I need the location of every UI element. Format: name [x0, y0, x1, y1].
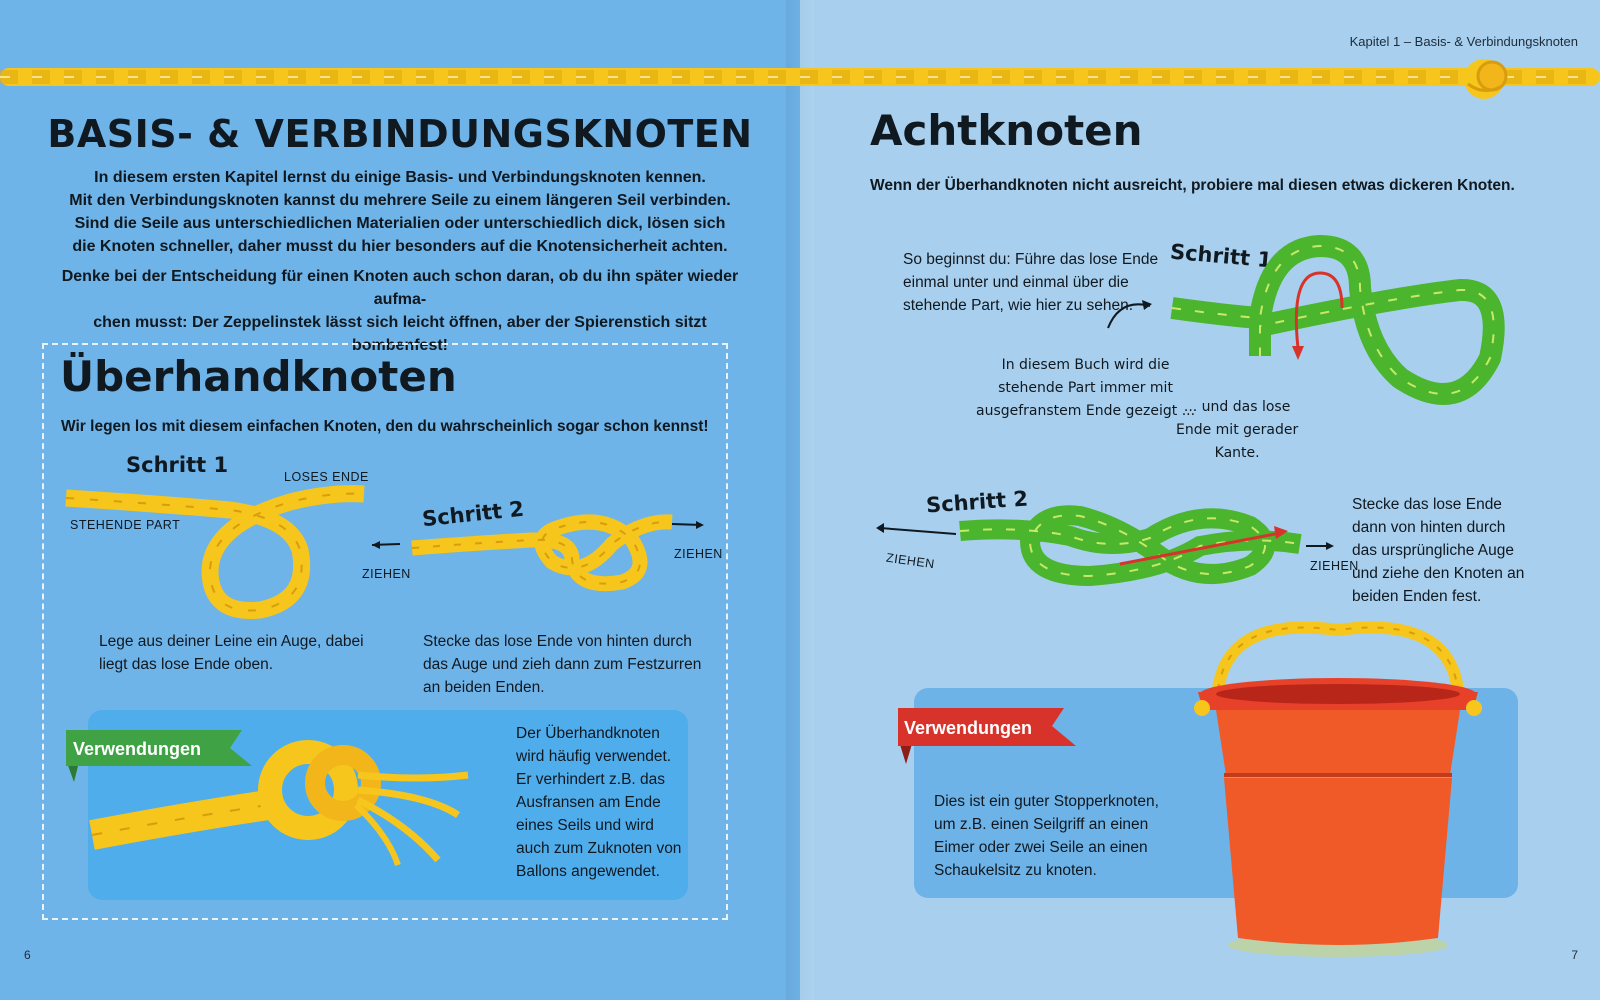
- rope-knot-decoration: [1456, 56, 1516, 102]
- text-line: liegt das lose Ende oben.: [99, 656, 274, 673]
- text-line: Er verhindert z.B. das: [516, 771, 666, 788]
- intro-line: In diesem ersten Kapitel lernst du einige Basis- und Verbindungsknoten kennen.: [94, 169, 706, 186]
- text-line: auch zum Zuknoten von: [516, 840, 682, 857]
- ziehen-label-right-1: ZIEHEN: [885, 550, 936, 572]
- text-line: stehende Part, wie hier zu sehen.: [903, 297, 1134, 314]
- page-number-right: 7: [1571, 948, 1578, 962]
- note-line: stehende Part immer mit: [998, 380, 1173, 396]
- note-line: In diesem Buch wird die: [1001, 357, 1170, 373]
- text-line: dann von hinten durch: [1352, 519, 1506, 536]
- step1-label-right: Schritt 1: [1169, 239, 1273, 273]
- text-line: Ballons angewendet.: [516, 863, 660, 880]
- text-line: Stecke das lose Ende: [1352, 496, 1502, 513]
- ziehen-label-left-1: ZIEHEN: [362, 567, 411, 581]
- ziehen-label-left-2: ZIEHEN: [674, 547, 723, 561]
- section-lead-achtknoten: Wenn der Überhandknoten nicht ausreicht, probiere mal diesen etwas dickeren Knoten.: [870, 177, 1515, 194]
- book-gutter: [786, 0, 814, 1000]
- step1-label-left: Schritt 1: [126, 453, 229, 477]
- section-title-overhand: Überhandknoten: [60, 352, 457, 401]
- intro-line: Sind die Seile aus unterschiedlichen Materialien oder unterschiedlich dick, lösen sich: [74, 215, 726, 232]
- text-line: und ziehe den Knoten an: [1352, 565, 1525, 582]
- right-page: [800, 0, 1600, 1000]
- running-header-prefix: Kapitel 1 –: [1349, 34, 1415, 49]
- text-line: beiden Enden fest.: [1352, 588, 1482, 605]
- intro-line: Mit den Verbindungsknoten kannst du mehrere Seile zu einem längeren Seil verbinden.: [69, 192, 731, 209]
- running-header-title: Basis- & Verbindungsknoten: [1414, 34, 1578, 49]
- rope-band-decoration: [0, 66, 1600, 88]
- overhand-step1-illustration: [60, 470, 370, 630]
- note-line: ... und das lose: [1183, 399, 1291, 415]
- uses-label-left: Verwendungen: [73, 739, 202, 759]
- bucket-illustration: [1188, 620, 1488, 960]
- text-line: Schaukelsitz zu knoten.: [934, 862, 1097, 879]
- text-line: Lege aus deiner Leine ein Auge, dabei: [99, 633, 364, 650]
- ziehen-label-right-2: ZIEHEN: [1310, 559, 1359, 573]
- text-line: Ausfransen am Ende: [516, 794, 661, 811]
- stehende-part-label: STEHENDE PART: [70, 518, 181, 532]
- text-line: einmal unter und einmal über die: [903, 274, 1129, 291]
- figure-eight-step2-illustration: [870, 486, 1350, 596]
- uses-label-right: Verwendungen: [904, 718, 1033, 738]
- step2-label-right: Schritt 2: [925, 486, 1029, 518]
- step2-label-left: Schritt 2: [421, 496, 526, 532]
- text-line: Dies ist ein guter Stopperknoten,: [934, 793, 1159, 810]
- text-line: eines Seils und wird: [516, 817, 654, 834]
- section-lead-overhand: Wir legen los mit diesem einfachen Knoten, den du wahrscheinlich sogar schon kennst!: [61, 418, 709, 435]
- intro-line: Denke bei der Entscheidung für einen Knoten auch schon daran, ob du ihn später wieder aufma-: [61, 268, 739, 308]
- chapter-running-header: [1350, 34, 1578, 49]
- section-title-achtknoten: Achtknoten: [870, 106, 1143, 155]
- note-line: Kante.: [1214, 445, 1260, 461]
- chapter-title: BASIS- & VERBINDUNGSKNOTEN: [47, 112, 753, 156]
- text-line: das ursprüngliche Auge: [1352, 542, 1515, 559]
- loses-ende-label: LOSES ENDE: [284, 470, 369, 484]
- text-line: So beginnst du: Führe das lose Ende: [903, 251, 1159, 268]
- note-stehende-part: [976, 354, 1195, 423]
- overhand-uses-illustration: [88, 735, 488, 885]
- note-line: ausgefranstem Ende gezeigt ...: [976, 403, 1196, 419]
- page-number-left: 6: [24, 948, 31, 962]
- step1-text-right: [903, 248, 1158, 317]
- intro-paragraph-1: [48, 166, 752, 258]
- text-line: Eimer oder zwei Seile an einen: [934, 839, 1148, 856]
- note-loses-ende: [1176, 396, 1298, 465]
- text-line: Stecke das lose Ende von hinten durch: [423, 633, 692, 650]
- text-line: um z.B. einen Seilgriff an einen: [934, 816, 1149, 833]
- intro-line: chen musst: Der Zeppelinstek lässt sich leicht öffnen, aber der Spierenstich sitzt bombenfest!: [93, 314, 707, 354]
- text-line: Der Überhandknoten: [516, 725, 660, 742]
- uses-text-right: [934, 790, 1159, 882]
- text-line: an beiden Enden.: [423, 679, 545, 696]
- text-line: wird häufig verwendet.: [516, 748, 672, 765]
- step2-text-left: [423, 630, 701, 699]
- uses-text-left: [516, 722, 681, 883]
- step2-text-right: [1352, 493, 1524, 608]
- step1-text-left: [99, 630, 364, 676]
- overhand-step2-illustration: [372, 500, 712, 600]
- text-line: das Auge und zieh dann zum Festzurren: [423, 656, 702, 673]
- note-line: Ende mit gerader: [1176, 422, 1299, 438]
- intro-line: die Knoten schneller, daher musst du hier besonders auf die Knotensicherheit achten.: [72, 238, 728, 255]
